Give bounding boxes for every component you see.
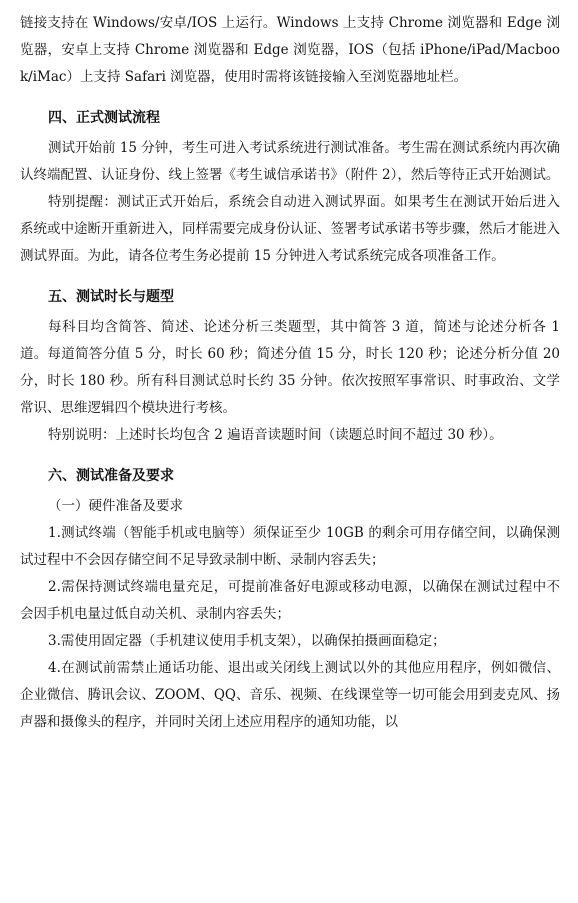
subsection-title-hardware: （一）硬件准备及要求 (48, 498, 183, 514)
paragraph-storage: 1.测试终端（智能手机或电脑等）须保证至少 10GB 的剩余可用存储空间，以确保测试过程中不会因存储空间不足导致录制中断、录制内容丢失； (20, 525, 560, 568)
paragraph-battery: 2.需保持测试终端电量充足，可提前准备好电源或移动电源，以确保在测试过程中不会因手机电量过低自动关机、录制内容丢失； (20, 579, 560, 622)
paragraph-test-prep: 测试开始前 15 分钟，考生可进入考试系统进行测试准备。考生需在测试系统内再次确认终端配置、认证身份、线上签署《考生诚信承诺书》（附件 2），然后等待正式开始测试。 (20, 140, 560, 183)
section-title-5: 五、测试时长与题型 (48, 289, 174, 305)
spacer (20, 270, 560, 278)
spacer (20, 91, 560, 99)
paragraph-question-types: 每科目均含简答、简述、论述分析三类题型，其中简答 3 道，简述与论述分析各 1 道。每道简答分值 5 分，时长 60 秒；简述分值 15 分，时长 120 秒；论述分析分值 20 分，时长 180 秒。所有科目测试总时长约 35 分钟。依次按照军事常识、时事政治、文学常识、思维逻辑四个模块进行考核。 (20, 319, 560, 416)
paragraph-special-note: 特别说明：上述时长均包含 2 遍语音读题时间（读题总时间不超过 30 秒）。 (48, 427, 503, 443)
paragraph-browser-support: 链接支持在 Windows/安卓/IOS 上运行。Windows 上支持 Chrome 浏览器和 Edge 浏览器，安卓上支持 Chrome 浏览器和 Edge 浏览器，IOS（包括 iPhone/iPad/Macbook/iMac）上支持 Safari 浏览器，使用时需将该链接输入至浏览器地址栏。 (20, 15, 560, 85)
section-title-6: 六、测试准备及要求 (48, 468, 174, 484)
paragraph-holder: 3.需使用固定器（手机建议使用手机支架），以确保拍摄画面稳定； (48, 633, 446, 649)
section-title-4: 四、正式测试流程 (48, 110, 160, 126)
spacer (20, 449, 560, 457)
paragraph-special-reminder: 特别提醒：测试正式开始后，系统会自动进入测试界面。如果考生在测试开始后进入系统或中途断开重新进入，同样需要完成身份认证、签署考试承诺书等步骤，然后才能进入测试界面。为此，请各位考生务必提前 15 分钟进入考试系统完成各项准备工作。 (20, 194, 560, 264)
paragraph-disable-apps: 4.在测试前需禁止通话功能、退出或关闭线上测试以外的其他应用程序，例如微信、企业微信、腾讯会议、ZOOM、QQ、音乐、视频、在线课堂等一切可能会用到麦克风、扬声器和摄像头的程序，并同时关闭上述应用程序的通知功能，以 (20, 660, 560, 730)
